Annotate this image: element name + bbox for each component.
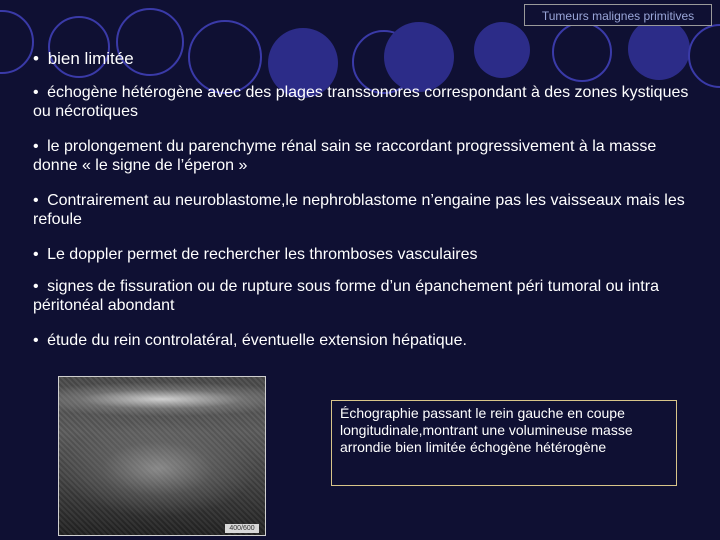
bullet-dot: •: [33, 84, 39, 101]
bullet-item: [33, 245, 693, 264]
bullet-dot: •: [33, 138, 39, 155]
bullet-text: Le doppler permet de rechercher les thromboses vasculaires: [47, 246, 478, 263]
bullet-dot: •: [33, 49, 39, 68]
bullet-item: [33, 277, 693, 315]
bullet-text: le prolongement du parenchyme rénal sain se raccordant progressivement à la masse donne « le signe de l’éperon »: [33, 138, 657, 174]
section-tag: Tumeurs malignes primitives: [524, 4, 712, 26]
bullet-text: étude du rein controlatéral, éventuelle extension hépatique.: [47, 332, 467, 349]
bullet-item: [33, 331, 693, 350]
bullet-dot: •: [33, 278, 39, 295]
bullet-item: [33, 191, 693, 229]
bullet-item: [33, 83, 693, 121]
bullet-text: Contrairement au neuroblastome,le nephroblastome n’engaine pas les vaisseaux mais les refoule: [33, 192, 685, 228]
bullet-dot: •: [33, 332, 39, 349]
image-stamp: 400/600: [225, 524, 259, 533]
image-caption: Échographie passant le rein gauche en coupe longitudinale,montrant une volumineuse masse arrondie bien limitée échogène hétérogène: [331, 400, 677, 486]
ultrasound-image: [58, 376, 266, 536]
bullet-item: [33, 137, 693, 175]
decorative-circle: [48, 16, 110, 78]
bullet-dot: •: [33, 246, 39, 263]
bullet-text: bien limitée: [47, 49, 134, 68]
bullet-dot: •: [33, 192, 39, 209]
decorative-circle: [0, 10, 34, 74]
bullet-text: échogène hétérogène avec des plages transsonores correspondant à des zones kystiques ou nécrotiques: [33, 84, 689, 120]
bullet-text: signes de fissuration ou de rupture sous forme d’un épanchement péri tumoral ou intra péritonéal abondant: [33, 278, 659, 314]
bullet-item: [33, 49, 693, 68]
